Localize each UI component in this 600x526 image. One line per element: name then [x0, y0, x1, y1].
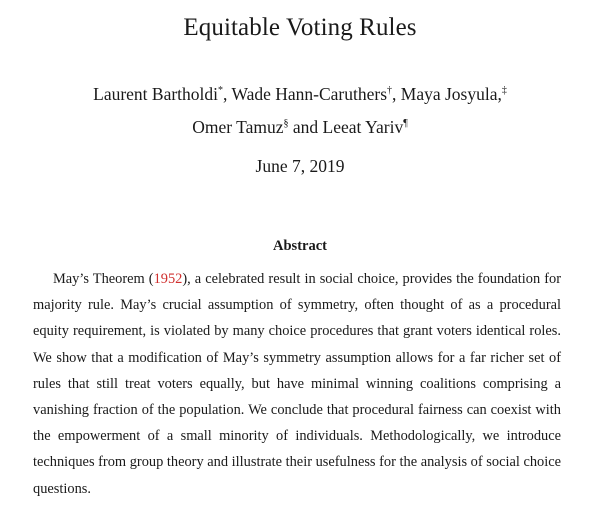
author-separator: ,	[497, 84, 502, 104]
author-name: Maya Josyula	[400, 84, 498, 104]
author-footnote-mark[interactable]: *	[218, 85, 224, 96]
author-name: Wade Hann-Caruthers	[231, 84, 388, 104]
author-separator: and	[288, 117, 323, 137]
abstract-text-start: May’s Theorem (	[53, 271, 154, 287]
author-footnote-mark[interactable]: †	[387, 85, 393, 96]
abstract-text-rest: ), a celebrated result in social choice, provides the foundation for majority rule. May’s crucial assumption of symmetry, often thought of as a procedural equity requirement, is violated by many choice procedures that grant voters identical roles. We show that a modification of May’s symmetry assumption allows for a far richer set of rules that still treat voters equally, but have minimal winning coalitions comprising a vanishing fraction of the population. We conclude that procedural fairness can coexist with the empowerment of a small minority of individuals. Methodologically, we introduce techniques from group theory and illustrate their usefulness for the analysis of social choice questions.	[33, 271, 561, 497]
abstract-body	[33, 266, 561, 502]
paper-date: June 7, 2019	[255, 156, 345, 176]
author-name: Laurent Bartholdi	[93, 84, 219, 104]
paper-title: Equitable Voting Rules	[183, 14, 417, 41]
author-name: Leeat Yariv	[322, 117, 404, 137]
author-name: Omer Tamuz	[192, 117, 284, 137]
author-footnote-mark[interactable]: ‡	[501, 85, 507, 96]
author-separator: ,	[392, 84, 401, 104]
author-footnote-mark[interactable]: §	[283, 118, 289, 129]
abstract-heading: Abstract	[273, 238, 327, 254]
author-line-1	[0, 84, 600, 105]
author-footnote-mark[interactable]: ¶	[403, 118, 408, 129]
citation-link[interactable]: 1952	[153, 271, 183, 287]
author-line-2	[0, 117, 600, 138]
author-separator: ,	[223, 84, 232, 104]
